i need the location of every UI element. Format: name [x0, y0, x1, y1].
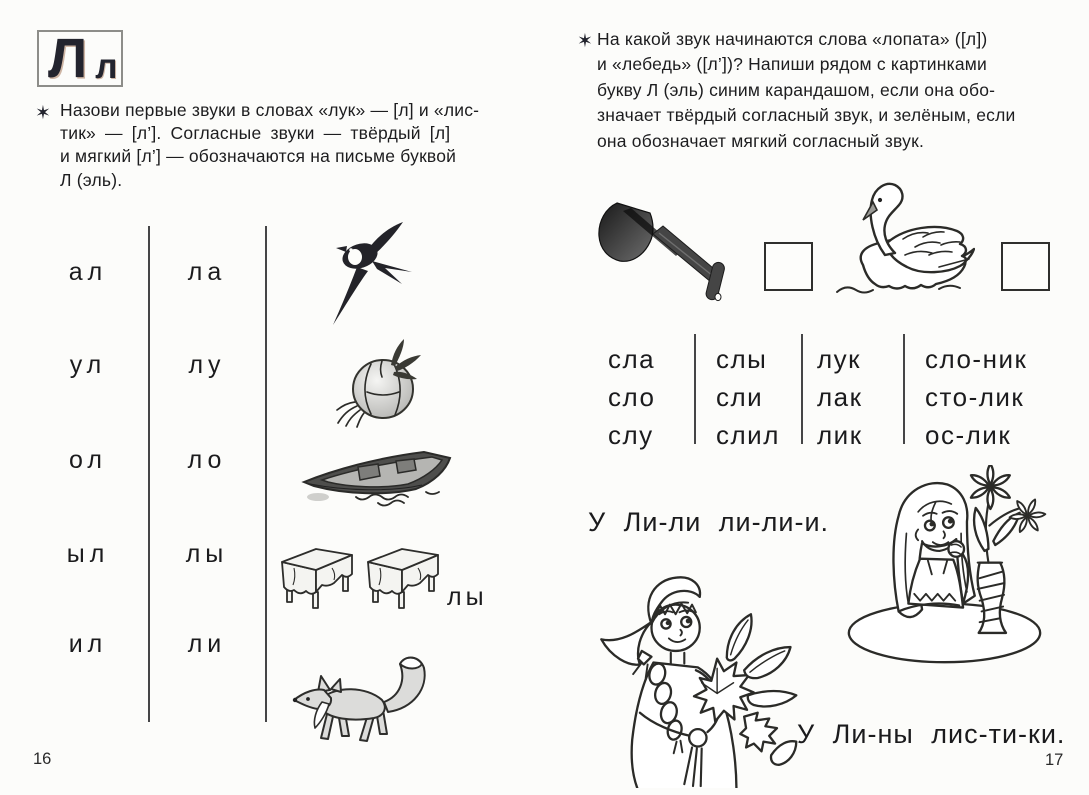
task-text-left [60, 99, 479, 192]
syllable-cell: ыл [66, 540, 110, 568]
table-rule [801, 334, 803, 444]
swallow-illustration [322, 220, 427, 328]
swan-illustration [823, 161, 975, 303]
syllable-cell: ил [68, 630, 108, 658]
tables-illustration [276, 546, 444, 612]
task-line: она обозначает мягкий согласный звук. [597, 130, 925, 151]
syllable-cell: слу [608, 420, 654, 450]
letter-lowercase: л [95, 47, 118, 87]
syllable-cell: лы [185, 540, 229, 568]
girl-at-table-illustration [842, 465, 1047, 670]
syllable-cell: слил [716, 420, 780, 450]
task-line: тик» — [л’]. Согласные звуки — твёрдый [л] [60, 123, 451, 144]
syllable-cell: лак [817, 382, 863, 412]
syllable-cell: ла [187, 258, 227, 286]
syllable-cell: сло [608, 382, 656, 412]
reading-sentence-1: У Ли-ли ли-ли-и. [588, 507, 830, 537]
task-bullet-star-icon: ✶ [577, 31, 593, 52]
table-rule [903, 334, 905, 444]
syllable-cell: слы [716, 344, 768, 374]
table-rule [148, 226, 150, 722]
fox-illustration [288, 650, 446, 748]
syllable-cell: сто-лик [925, 382, 1025, 412]
reading-sentence-2: У Ли-ны лис-ти-ки. [797, 719, 1066, 749]
table-rule [265, 226, 267, 722]
syllable-cell: лик [817, 420, 863, 450]
task-line: На какой звук начинаются слова «лопата» ([л]) [597, 29, 988, 49]
syllable-cell: ли [187, 630, 227, 658]
task-line: Назови первые звуки в словах «лук» — [л] и «лис- [60, 100, 480, 120]
girl-with-leaves-illustration [582, 566, 804, 788]
onion-illustration [333, 336, 429, 428]
shovel-illustration [593, 196, 738, 302]
syllable-cell: сли [716, 382, 764, 412]
task-bullet-star-icon: ✶ [35, 103, 51, 124]
syllable-cell: ло [187, 446, 227, 474]
table-rule [694, 334, 696, 444]
syllable-column [716, 340, 780, 454]
answer-box-soft-sound [1001, 242, 1050, 291]
syllable-cell: сла [608, 344, 656, 374]
syllable-cell: сло-ник [925, 344, 1028, 374]
answer-box-hard-sound [764, 242, 813, 291]
page-number-left: 16 [33, 750, 52, 768]
syllable-column [817, 340, 863, 454]
task-line: и «лебедь» ([л’])? Напиши рядом с картинками [597, 54, 988, 75]
syllable-cell: лу [188, 351, 226, 379]
tables-picture-label: лы [447, 583, 488, 611]
letter-card [37, 26, 123, 90]
syllable-column [608, 340, 655, 454]
syllable-cell: ул [69, 351, 107, 379]
syllable-cell: ол [69, 446, 107, 474]
boat-illustration [300, 436, 455, 508]
task-line: и мягкий [л’] — обозначаются на письме буквой [60, 146, 457, 167]
task-text-right [597, 27, 1015, 154]
letter-uppercase: Л [48, 26, 88, 90]
page-number-right: 17 [1045, 751, 1064, 769]
task-line: Л (эль). [60, 169, 123, 190]
syllable-cell: лук [817, 344, 862, 374]
task-line: букву Л (эль) синим карандашом, если она обо- [597, 79, 996, 100]
syllable-cell: ос-лик [925, 420, 1012, 450]
task-line: значает твёрдый согласный звук, и зелёным, если [597, 105, 1016, 126]
syllable-column [925, 340, 1027, 454]
syllable-cell: ал [68, 258, 108, 286]
